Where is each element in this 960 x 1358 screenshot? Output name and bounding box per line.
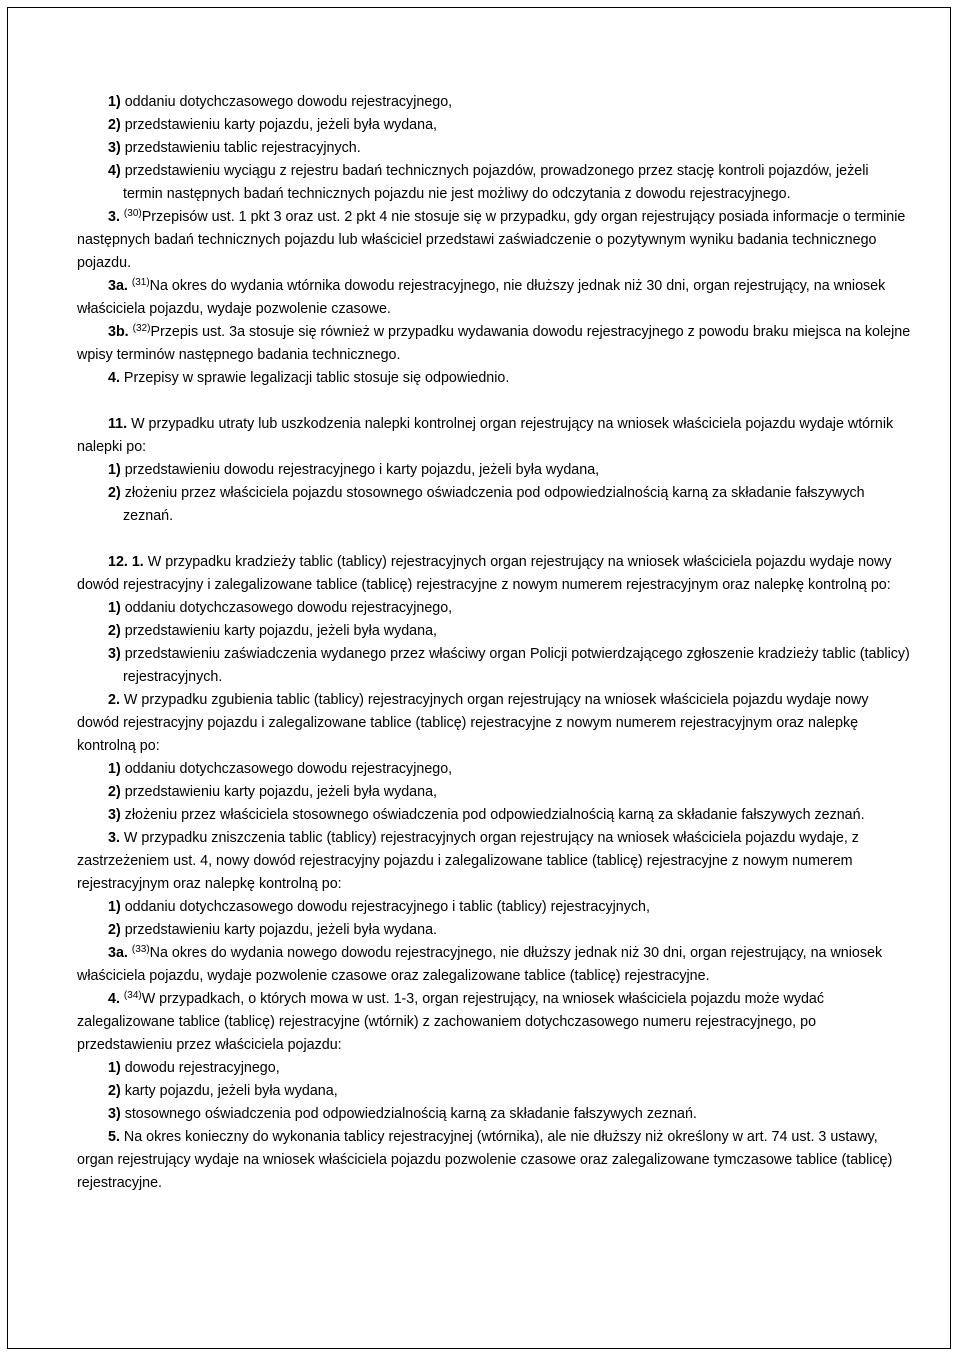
article-number: 11. — [108, 416, 128, 432]
item-text: oddaniu dotychczasowego dowodu rejestracyjnego i tablic (tablicy) rejestracyjnych, — [120, 899, 650, 915]
section-paragraph — [77, 689, 912, 758]
item-number: 2) — [108, 784, 121, 800]
section-paragraph — [77, 988, 912, 1057]
item-number: 1) — [108, 1060, 121, 1076]
section-number: 2. — [108, 692, 120, 708]
section-number: 4. — [108, 370, 120, 386]
item-number: 2) — [108, 623, 121, 639]
item-number: 1) — [108, 600, 121, 616]
section-text: Na okres do wydania wtórnika dowodu rejestracyjnego, nie dłuższy jednak niż 30 dni, organ rejestrujący, na wniosek właściciela pojazdu, wydaje pozwolenie czasowe. — [77, 278, 886, 317]
item-text: przedstawieniu karty pojazdu, jeżeli była wydana, — [120, 623, 438, 639]
item-text: oddaniu dotychczasowego dowodu rejestracyjnego, — [120, 94, 453, 110]
item-number: 1) — [108, 761, 121, 777]
section-text: Na okres konieczny do wykonania tablicy rejestracyjnej (wtórnika), ale nie dłuższy niż określony w art. 74 ust. 3 ustawy, organ rejestrujący wydaje na wniosek właściciela pojazdu pozwolenie czasowe oraz zalegalizowane tymczasowe tablice (tablicę) rejestracyjne. — [77, 1129, 893, 1191]
item-text: oddaniu dotychczasowego dowodu rejestracyjnego, — [120, 600, 453, 616]
footnote-ref: (32) — [132, 323, 151, 334]
item-number: 1) — [108, 899, 121, 915]
list-item — [77, 137, 912, 160]
item-number: 3) — [108, 140, 121, 156]
list-item — [77, 1080, 912, 1103]
item-number: 2) — [108, 1083, 121, 1099]
list-item — [77, 91, 912, 114]
item-number: 3) — [108, 807, 121, 823]
footnote-ref: (31) — [131, 277, 150, 288]
item-text: stosownego oświadczenia pod odpowiedzialnością karną za składanie fałszywych zeznań. — [120, 1106, 697, 1122]
section-number: 5. — [108, 1129, 120, 1145]
section-paragraph — [77, 206, 912, 275]
item-number: 3) — [108, 1106, 121, 1122]
list-item — [77, 896, 912, 919]
section-paragraph — [77, 321, 912, 367]
section-number: 3b. — [108, 324, 129, 340]
section-paragraph — [77, 942, 912, 988]
list-item — [77, 160, 912, 206]
list-item — [77, 1057, 912, 1080]
spacer — [77, 528, 912, 551]
article-text: W przypadku kradzieży tablic (tablicy) rejestracyjnych organ rejestrujący na wniosek właściciela pojazdu wydaje nowy dowód rejestracyjny i zalegalizowane tablice (tablicę) rejestracyjne z nowym numerem rejestracyjnym oraz nalepkę kontrolną po: — [77, 554, 892, 593]
list-item — [77, 597, 912, 620]
item-number: 1) — [108, 462, 121, 478]
section-paragraph — [77, 827, 912, 896]
list-item — [77, 482, 912, 528]
section-number: 3a. — [108, 278, 128, 294]
section-paragraph — [77, 1126, 912, 1195]
section-text: Przepis ust. 3a stosuje się również w przypadku wydawania dowodu rejestracyjnego z powodu braku miejsca na kolejne wpisy terminów następnego badania technicznego. — [77, 324, 911, 363]
list-item — [77, 781, 912, 804]
section-number: 4. — [108, 991, 120, 1007]
section-text: Przepisów ust. 1 pkt 3 oraz ust. 2 pkt 4 nie stosuje się w przypadku, gdy organ rejestrujący posiada informacje o terminie następnych badań technicznych pojazdu lub właściciel przedstawi zaświadczenie o pozytywnym wyniku badania technicznego pojazdu. — [77, 209, 906, 271]
item-number: 2) — [108, 922, 121, 938]
item-number: 4) — [108, 163, 121, 179]
list-item — [77, 1103, 912, 1126]
list-item — [77, 643, 912, 689]
item-text: przedstawieniu karty pojazdu, jeżeli była wydana, — [120, 784, 438, 800]
section-number: 3. — [108, 830, 120, 846]
section-number: 3. — [108, 209, 120, 225]
item-number: 2) — [108, 485, 121, 501]
item-text: przedstawieniu karty pojazdu, jeżeli była wydana, — [120, 117, 438, 133]
footnote-ref: (30) — [123, 208, 142, 219]
section-text: Na okres do wydania nowego dowodu rejestracyjnego, nie dłuższy jednak niż 30 dni, organ rejestrujący, na wniosek właściciela pojazdu, wydaje pozwolenie czasowe oraz zalegalizowane tablice (tablicę) rejestracyjne. — [77, 945, 883, 984]
item-number: 3) — [108, 646, 121, 662]
list-item — [77, 804, 912, 827]
item-text: złożeniu przez właściciela stosownego oświadczenia pod odpowiedzialnością karną za składanie fałszywych zeznań. — [120, 807, 865, 823]
item-text: dowodu rejestracyjnego, — [120, 1060, 280, 1076]
list-item — [77, 620, 912, 643]
item-text: przedstawieniu tablic rejestracyjnych. — [120, 140, 361, 156]
article-paragraph — [77, 413, 912, 459]
spacer — [77, 390, 912, 413]
item-text: przedstawieniu wyciągu z rejestru badań technicznych pojazdów, prowadzonego przez stację kontroli pojazdów, jeżeli termin następnych badań technicznych pojazdu nie jest możliwy do odczytania z dowodu rejestracyjnego. — [120, 163, 869, 202]
article-number: 12. 1. — [108, 554, 144, 570]
footnote-ref: (33) — [131, 944, 150, 955]
section-text: Przepisy w sprawie legalizacji tablic stosuje się odpowiednio. — [119, 370, 510, 386]
section-text: W przypadku zgubienia tablic (tablicy) rejestracyjnych organ rejestrujący na wniosek właściciela pojazdu wydaje nowy dowód rejestracyjny pojazdu i zalegalizowane tablice (tablicę) rejestracyjne z nowym numerem rejestracyjnym oraz nalepkę kontrolną po: — [77, 692, 869, 754]
list-item — [77, 459, 912, 482]
section-text: W przypadku zniszczenia tablic (tablicy) rejestracyjnych organ rejestrujący na wniosek właściciela pojazdu wydaje, z zastrzeżeniem ust. 4, nowy dowód rejestracyjny pojazdu i zalegalizowane tablice (tablicę) rejestracyjne z nowym numerem rejestracyjnym oraz nalepkę kontrolną po: — [77, 830, 859, 892]
document-body — [77, 91, 912, 1195]
item-text: oddaniu dotychczasowego dowodu rejestracyjnego, — [120, 761, 453, 777]
section-paragraph — [77, 367, 912, 390]
section-text: W przypadkach, o których mowa w ust. 1-3, organ rejestrujący, na wniosek właściciela pojazdu może wydać zalegalizowane tablice (tablicę) rejestracyjne (wtórnik) z zachowaniem dotychczasowego numeru rejestracyjnego, po przedstawieniu przez właściciela pojazdu: — [77, 991, 825, 1053]
item-text: karty pojazdu, jeżeli była wydana, — [120, 1083, 338, 1099]
section-number: 3a. — [108, 945, 128, 961]
section-paragraph — [77, 275, 912, 321]
item-number: 2) — [108, 117, 121, 133]
item-text: złożeniu przez właściciela pojazdu stosownego oświadczenia pod odpowiedzialnością karną za składanie fałszywych zeznań. — [120, 485, 865, 524]
article-paragraph — [77, 551, 912, 597]
list-item — [77, 114, 912, 137]
item-number: 1) — [108, 94, 121, 110]
item-text: przedstawieniu dowodu rejestracyjnego i karty pojazdu, jeżeli była wydana, — [120, 462, 600, 478]
article-text: W przypadku utraty lub uszkodzenia nalepki kontrolnej organ rejestrujący na wniosek właściciela pojazdu wydaje wtórnik nalepki po: — [77, 416, 894, 455]
list-item — [77, 758, 912, 781]
item-text: przedstawieniu karty pojazdu, jeżeli była wydana. — [120, 922, 438, 938]
list-item — [77, 919, 912, 942]
footnote-ref: (34) — [123, 990, 142, 1001]
item-text: przedstawieniu zaświadczenia wydanego przez właściwy organ Policji potwierdzającego zgłoszenie kradzieży tablic (tablicy) rejestracyjnych. — [120, 646, 910, 685]
